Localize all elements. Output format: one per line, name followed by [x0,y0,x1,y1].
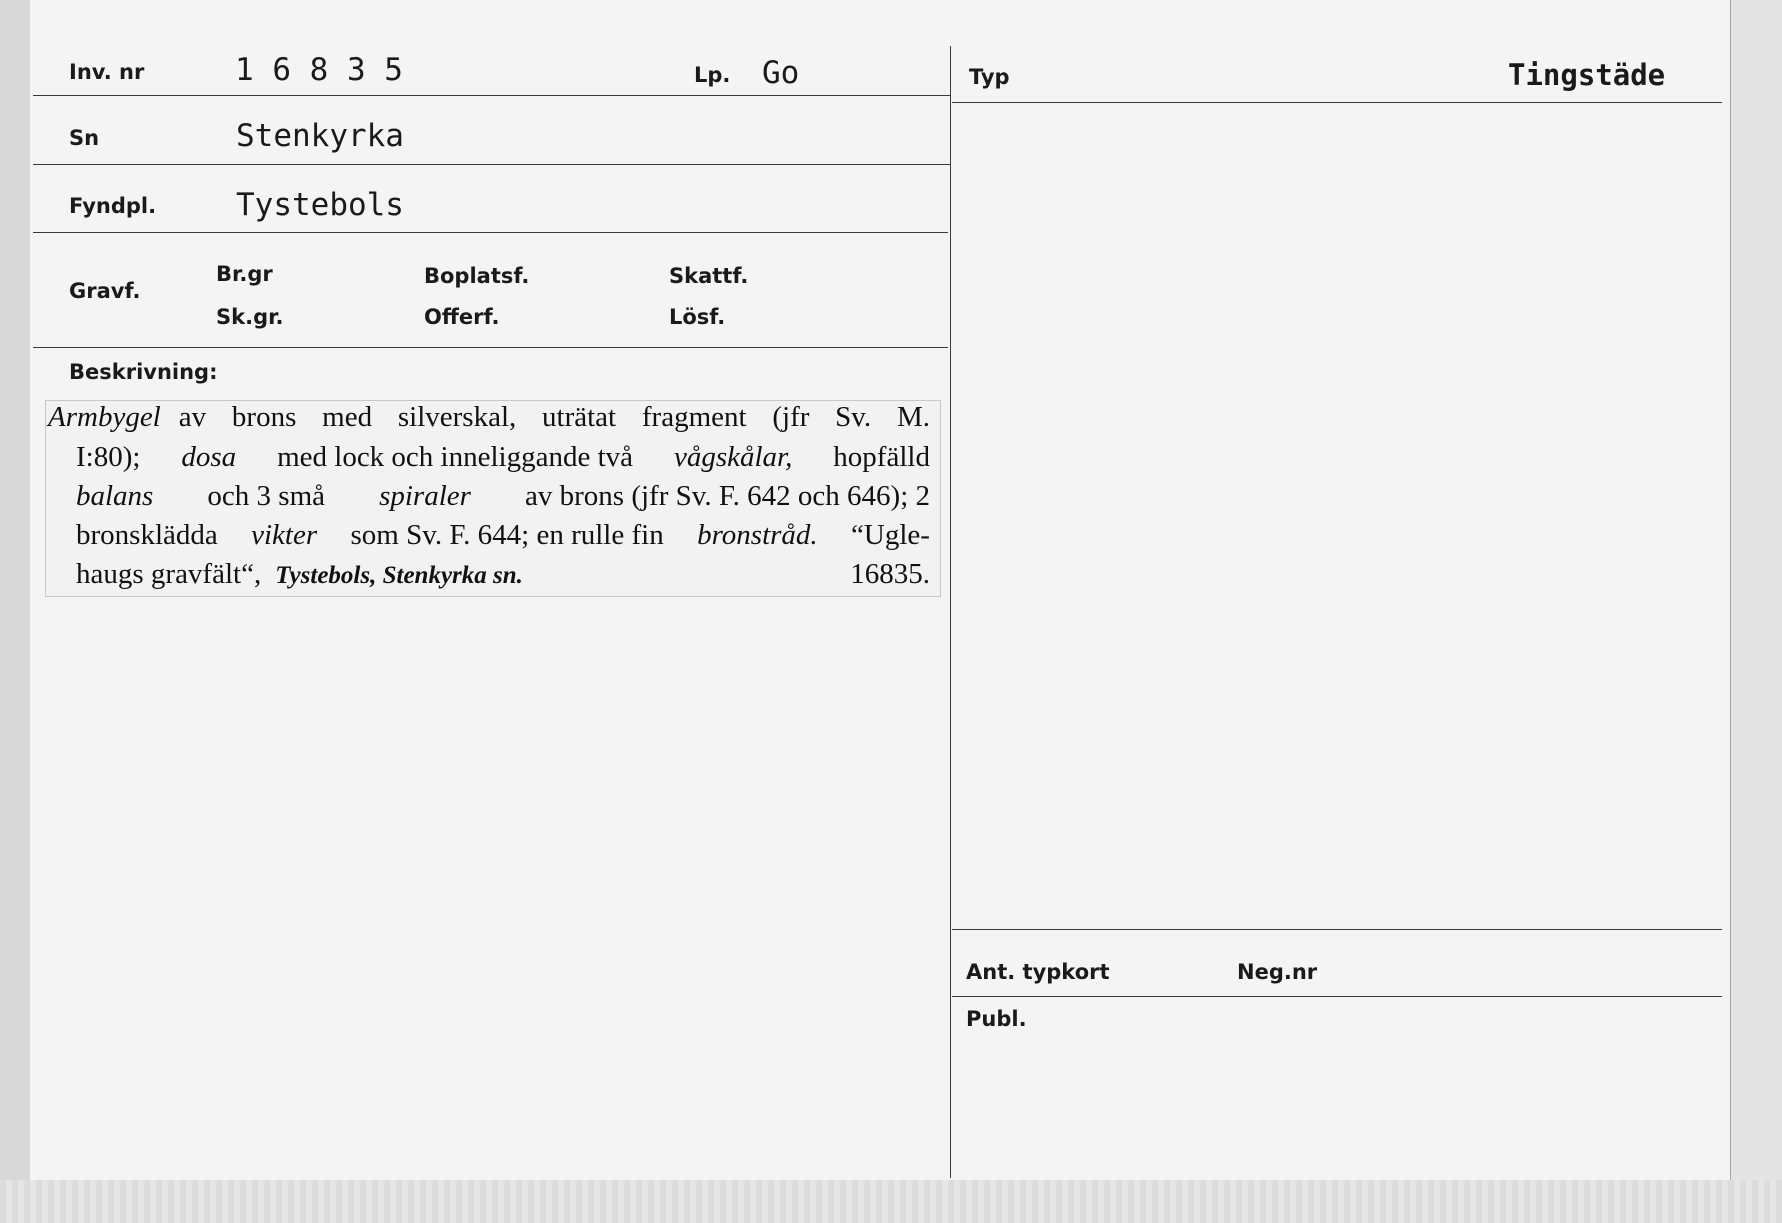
typ-label: Typ [969,65,1010,89]
negnr-label: Neg.nr [1237,960,1318,984]
inv-nr-value: 1 6 8 3 5 [235,52,403,88]
description-line-4 [76,519,930,552]
desc-text: “Ugle- [851,519,930,551]
center-divider [950,46,951,1178]
description-line-1 [48,401,930,434]
skgr-label: Sk.gr. [216,305,284,329]
description-line-3 [76,480,930,513]
divider-gravf [33,347,948,348]
desc-text: bronsklädda [76,519,218,551]
desc-term: bronstråd. [697,519,818,551]
divider-inv [33,95,951,96]
losf-label: Lösf. [669,305,726,329]
ant-typkort-label: Ant. typkort [966,960,1110,984]
sn-label: Sn [69,126,100,150]
desc-term: Armbygel [48,401,161,433]
boplatsf-label: Boplatsf. [424,264,530,288]
lp-value: Go [762,55,800,91]
desc-term: vågskålar, [673,441,793,473]
desc-inv-number: 16835. [850,558,930,590]
divider-ant-typkort [952,929,1722,930]
desc-term: dosa [181,441,237,473]
typ-value: Tingstäde [1508,58,1666,92]
lp-label: Lp. [694,63,731,87]
sn-value: Stenkyrka [236,118,404,154]
brgr-label: Br.gr [216,262,273,286]
desc-text: haugs gravfält“, [76,558,262,590]
description-line-2 [76,441,930,474]
desc-text: I:80); [76,441,141,473]
inv-nr-label: Inv. nr [69,60,145,84]
desc-term: spiraler [379,480,471,512]
desc-term: balans [76,480,154,512]
beskrivning-label: Beskrivning: [69,360,218,384]
scan-edge-right [1730,0,1782,1223]
desc-text: och 3 små [207,480,326,512]
divider-fyndpl [33,232,948,233]
description-line-5 [76,558,930,591]
scan-edge-bottom [0,1180,1782,1223]
publ-label: Publ. [966,1007,1027,1031]
fyndpl-label: Fyndpl. [69,194,157,218]
skattf-label: Skattf. [669,264,749,288]
divider-sn [33,164,951,165]
desc-text: av brons med silverskal, uträtat fragment (jfr Sv. M. [178,401,930,433]
offerf-label: Offerf. [424,305,500,329]
desc-place: Tystebols, Stenkyrka sn. [275,562,523,589]
gravf-label: Gravf. [69,279,141,303]
divider-typ [952,102,1722,103]
desc-term: vikter [251,519,318,551]
desc-text: av brons (jfr Sv. F. 642 och 646); 2 [525,480,930,512]
desc-text: som Sv. F. 644; en rulle fin [350,519,664,551]
desc-text: med lock och inneliggande två [277,441,634,473]
desc-text: hopfälld [833,441,930,473]
divider-publ [952,996,1722,997]
fyndpl-value: Tystebols [236,187,404,223]
